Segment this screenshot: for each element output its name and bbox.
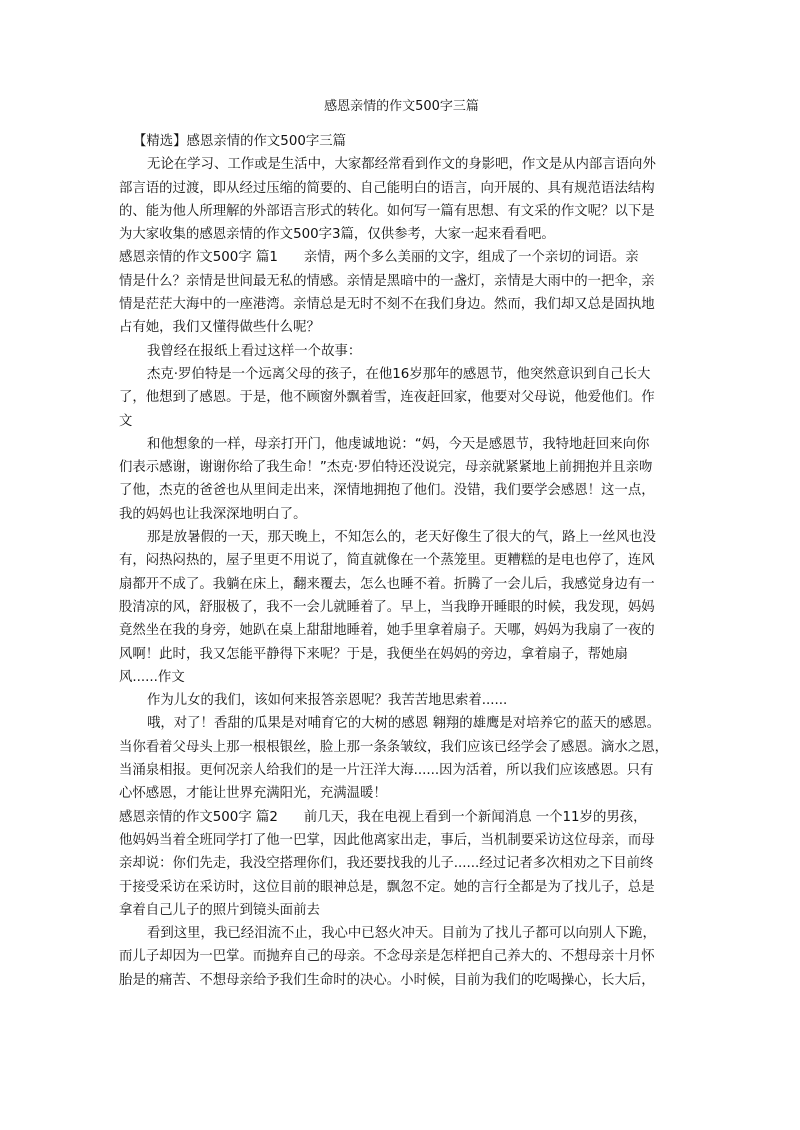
- text-line: 风啊！此时，我又怎能平静得下来呢？于是，我便坐在妈妈的旁边，拿着扇子，帮她扇: [119, 646, 628, 662]
- text-line: 拿着自己儿子的照片到镜头面前去: [119, 902, 320, 918]
- text-line: 和他想象的一样，母亲打开门，他虔诚地说：“妈，今天是感恩节，我特地赶回来向你: [147, 436, 650, 452]
- text-span: 亲情，两个多么美丽的文字，组成了一个亲切的词语。亲: [303, 250, 639, 266]
- text-line: 为大家收集的感恩亲情的作文500字3篇，仅供参考，大家一起来看看吧。: [119, 227, 555, 243]
- document-title: 感恩亲情的作文500字三篇: [324, 99, 479, 114]
- text-line: 心怀感恩，才能让世界充满阳光，充满温暖！: [119, 786, 387, 802]
- text-line: 情是什么？亲情是世间最无私的情感。亲情是黑暗中的一盏灯，亲情是大雨中的一把伞，亲: [119, 273, 655, 289]
- text-line: 当涌泉相报。更何况亲人给我们的是一片汪洋大海......因为活着，所以我们应该感恩。只有: [119, 763, 654, 779]
- text-line: [119, 246, 684, 269]
- text-line: 有，闷热闷热的，屋子里更不用说了，简直就像在一个蒸笼里。更糟糕的是电也停了，连风: [119, 553, 655, 569]
- document-subtitle: 【精选】感恩亲情的作文500字三篇: [133, 134, 347, 149]
- text-line: 于接受采访在采访时，这位目前的眼神总是，飘忽不定。她的言行全都是为了找儿子，总是: [119, 879, 655, 895]
- text-line: 那是放暑假的一天，那天晚上，不知怎么的，老天好像生了很大的气，路上一丝风也没: [147, 530, 656, 546]
- text-line: 无论在学习、工作或是生活中，大家都经常看到作文的身影吧，作文是从内部言语向外: [147, 157, 656, 173]
- text-line: 扇都开不成了。我躺在床上，翻来覆去，怎么也睡不着。折腾了一会儿后，我感觉身边有一: [119, 576, 655, 592]
- text-line: 胎是的痛苦、不想母亲给予我们生命时的决心。小时候，目前为我们的吃喝操心，长大后，: [119, 972, 655, 988]
- text-line: 当你看着父母头上那一根根银丝，脸上那一条条皱纹，我们应该已经学会了感恩。滴水之恩，: [119, 739, 669, 755]
- text-line: 了他，杰克的爸爸也从里间走出来，深情地拥抱了他们。没错，我们要学会感恩！这一点，: [119, 483, 655, 499]
- text-line: 了，他想到了感恩。于是，他不顾窗外飘着雪，连夜赶回家，他要对父母说，他爱他们。作: [119, 390, 655, 406]
- text-line: 部言语的过渡，即从经过压缩的简要的、自己能明白的语言，向开展的、具有规范语法结构: [119, 180, 655, 196]
- text-line: 亲却说：你们先走，我没空搭理你们，我还要找我的儿子......经过记者多次相劝之下目前终: [119, 856, 654, 872]
- section-heading: 感恩亲情的作文500字 篇2: [119, 809, 278, 825]
- text-line: 文: [119, 413, 133, 429]
- text-line: 他妈妈当着全班同学打了他一巴掌，因此他离家出走，事后，当机制要采访这位母亲，而母: [119, 832, 655, 848]
- text-line: 杰克·罗伯特是一个远离父母的孩子，在他16岁那年的感恩节，他突然意识到自己长大: [147, 366, 651, 382]
- text-line: 我曾经在报纸上看过这样一个故事：: [147, 343, 362, 359]
- text-line: 看到这里，我已经泪流不止，我心中已怒火冲天。目前为了找儿子都可以向别人下跪，: [147, 926, 656, 942]
- text-line: 哦，对了！香甜的瓜果是对哺育它的大树的感恩 翱翔的雄鹰是对培养它的蓝天的感恩。: [147, 716, 661, 732]
- text-line: [119, 806, 684, 829]
- text-line: 竟然坐在我的身旁，她趴在桌上甜甜地睡着，她手里拿着扇子。天哪，妈妈为我扇了一夜的: [119, 623, 655, 639]
- section-heading: 感恩亲情的作文500字 篇1: [119, 250, 278, 266]
- text-line: 风......作文: [119, 669, 185, 685]
- text-line: 而儿子却因为一巴掌。而抛弃自己的母亲。不念母亲是怎样把自己养大的、不想母亲十月怀: [119, 949, 655, 965]
- document-page: [119, 98, 684, 992]
- text-line: 的、能为他人所理解的外部语言形式的转化。如何写一篇有思想、有文采的作文呢？以下是: [119, 203, 655, 219]
- text-line: 们表示感谢，谢谢你给了我生命！”杰克·罗伯特还没说完，母亲就紧紧地上前拥抱并且亲吻: [119, 460, 653, 476]
- text-line: 我的妈妈也让我深深地明白了。: [119, 506, 307, 522]
- text-line: 情是茫茫大海中的一座港湾。亲情总是无时不刻不在我们身边。然而，我们却又总是固执地: [119, 297, 655, 313]
- text-span: 前几天，我在电视上看到一个新闻消息 一个11岁的男孩，: [303, 809, 647, 825]
- text-line: 占有她，我们又懂得做些什么呢？: [119, 320, 320, 336]
- text-line: 股清凉的风，舒服极了，我不一会儿就睡着了。早上，当我睁开睡眼的时候，我发现，妈妈: [119, 599, 655, 615]
- text-line: 作为儿女的我们，该如何来报答亲恩呢？我苦苦地思索着......: [147, 693, 508, 709]
